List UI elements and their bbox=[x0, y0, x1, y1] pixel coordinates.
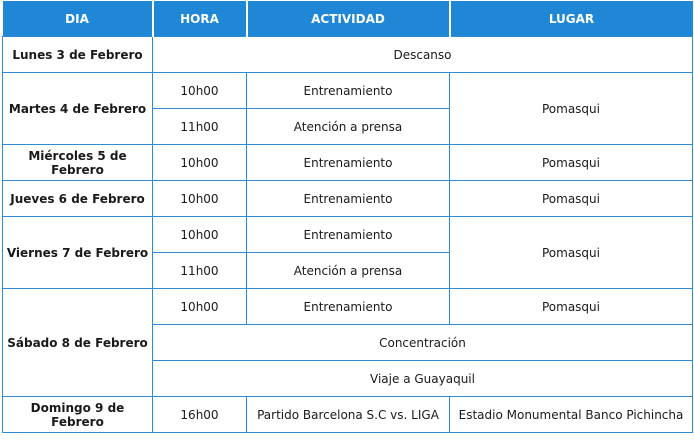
cell-dia-sabado: Sábado 8 de Febrero bbox=[3, 289, 153, 397]
cell-hora-martes-2: 11h00 bbox=[153, 109, 247, 145]
cell-hora-jueves: 10h00 bbox=[153, 181, 247, 217]
header-dia: DIA bbox=[3, 1, 153, 37]
cell-dia-lunes: Lunes 3 de Febrero bbox=[3, 37, 153, 73]
cell-hora-sabado: 10h00 bbox=[153, 289, 247, 325]
header-hora: HORA bbox=[153, 1, 247, 37]
row-miercoles bbox=[3, 145, 693, 181]
cell-actividad-sabado-3: Viaje a Guayaquil bbox=[153, 361, 693, 397]
cell-hora-martes-1: 10h00 bbox=[153, 73, 247, 109]
cell-lugar-domingo: Estadio Monumental Banco Pichincha bbox=[450, 397, 693, 433]
cell-actividad-viernes-1: Entrenamiento bbox=[247, 217, 450, 253]
cell-dia-viernes: Viernes 7 de Febrero bbox=[3, 217, 153, 289]
cell-actividad-sabado: Entrenamiento bbox=[247, 289, 450, 325]
cell-actividad-sabado-2: Concentración bbox=[153, 325, 693, 361]
cell-hora-domingo: 16h00 bbox=[153, 397, 247, 433]
cell-lugar-miercoles: Pomasqui bbox=[450, 145, 693, 181]
cell-lugar-jueves: Pomasqui bbox=[450, 181, 693, 217]
row-lunes bbox=[3, 37, 693, 73]
header-actividad: ACTIVIDAD bbox=[247, 1, 450, 37]
row-domingo bbox=[3, 397, 693, 433]
cell-lugar-sabado: Pomasqui bbox=[450, 289, 693, 325]
cell-dia-jueves: Jueves 6 de Febrero bbox=[3, 181, 153, 217]
cell-actividad-miercoles: Entrenamiento bbox=[247, 145, 450, 181]
cell-dia-domingo: Domingo 9 de Febrero bbox=[3, 397, 153, 433]
row-martes-1 bbox=[3, 73, 693, 109]
cell-actividad-domingo: Partido Barcelona S.C vs. LIGA bbox=[247, 397, 450, 433]
cell-dia-martes: Martes 4 de Febrero bbox=[3, 73, 153, 145]
cell-hora-miercoles: 10h00 bbox=[153, 145, 247, 181]
row-jueves bbox=[3, 181, 693, 217]
cell-lugar-martes: Pomasqui bbox=[450, 73, 693, 145]
cell-hora-viernes-2: 11h00 bbox=[153, 253, 247, 289]
header-row bbox=[3, 1, 693, 37]
row-viernes-1 bbox=[3, 217, 693, 253]
cell-actividad-jueves: Entrenamiento bbox=[247, 181, 450, 217]
cell-hora-viernes-1: 10h00 bbox=[153, 217, 247, 253]
cell-actividad-viernes-2: Atención a prensa bbox=[247, 253, 450, 289]
cell-lugar-viernes: Pomasqui bbox=[450, 217, 693, 289]
row-sabado-1 bbox=[3, 289, 693, 325]
cell-dia-miercoles: Miércoles 5 de Febrero bbox=[3, 145, 153, 181]
cell-actividad-martes-1: Entrenamiento bbox=[247, 73, 450, 109]
schedule-table bbox=[2, 1, 693, 433]
cell-actividad-lunes: Descanso bbox=[153, 37, 693, 73]
header-lugar: LUGAR bbox=[450, 1, 693, 37]
cell-actividad-martes-2: Atención a prensa bbox=[247, 109, 450, 145]
